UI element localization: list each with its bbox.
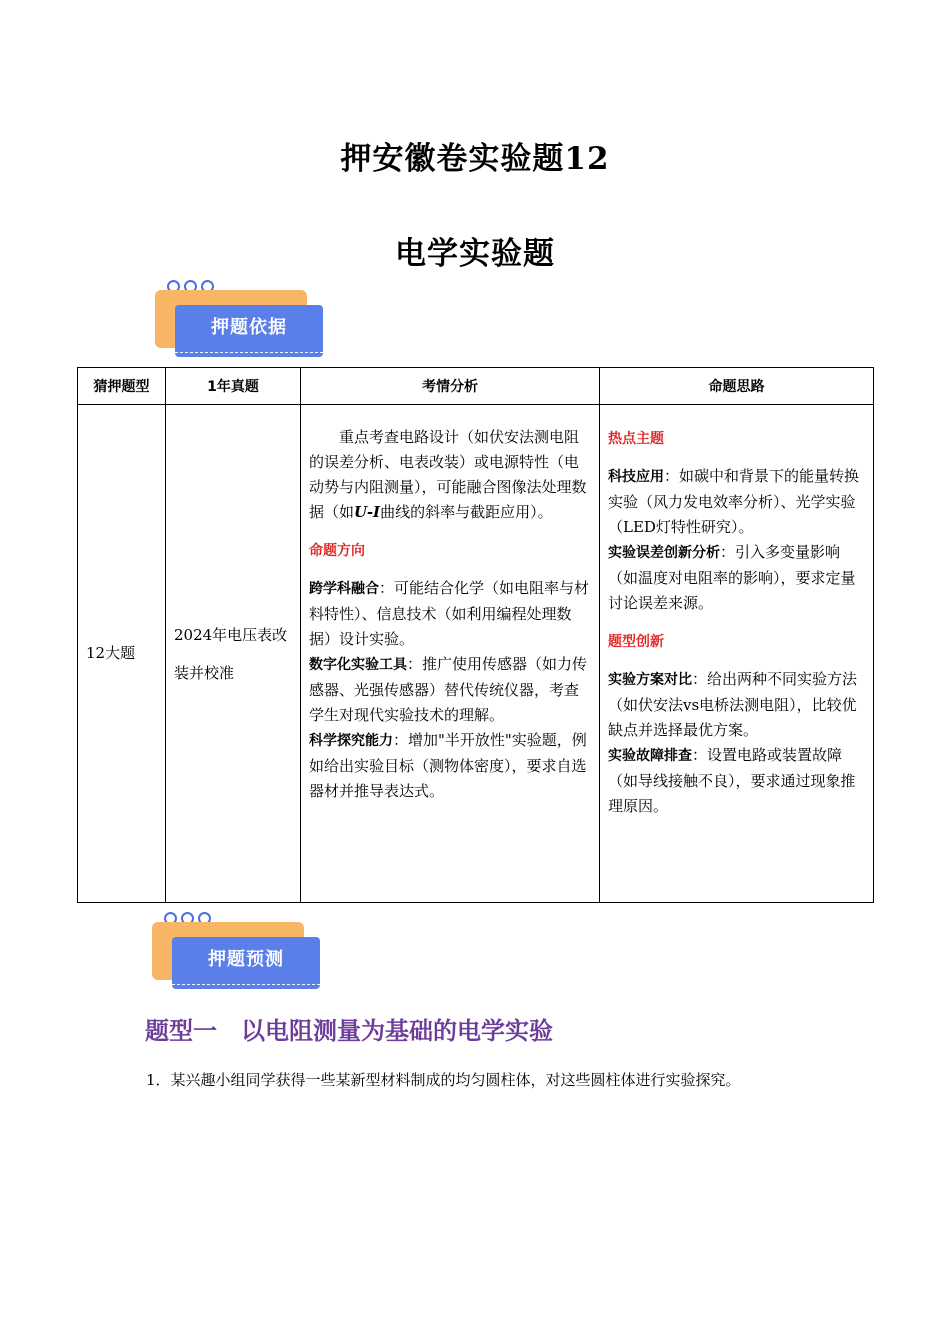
ideas-item: 科技应用：如碳中和背景下的能量转换实验（风力发电效率分析）、光学实验（LED灯特性研究）。: [608, 467, 860, 536]
analysis-item: 跨学科融合：可能结合化学（如电阻率与材料特性）、信息技术（如利用编程处理数据）设计实验。: [309, 579, 590, 648]
analysis-item: 数字化实验工具：推广使用传感器（如力传感器、光强传感器）替代传统仪器，考查学生对现代实验技术的理解。: [309, 655, 588, 724]
sub-title: 电学实验题: [395, 236, 555, 272]
header-real-exam: 1年真题: [166, 368, 301, 405]
section-heading: 题型一 以电阻测量为基础的电学实验: [145, 1016, 553, 1045]
cell-ideas: [600, 405, 874, 903]
analysis-table: [77, 367, 874, 903]
cell-type: 12大题: [78, 405, 166, 903]
header-analysis: 考情分析: [301, 368, 600, 405]
basis-badge: [155, 280, 325, 360]
question-text: 1．某兴趣小组同学获得一些某新型材料制成的均匀圆柱体，对这些圆柱体进行实验探究。: [146, 1071, 741, 1089]
analysis-item: 科学探究能力：增加"半开放性"实验题，例如给出实验目标（测物体密度），要求自选器材并推导表达式。: [309, 731, 587, 800]
ideas-item: 实验误差创新分析：引入多变量影响（如温度对电阻率的影响），要求定量讨论误差来源。: [608, 543, 856, 612]
ideas-item: 实验故障排查：设置电路或装置故障（如导线接触不良），要求通过现象推理原因。: [608, 746, 856, 815]
innovation-heading: 题型创新: [608, 634, 664, 650]
direction-heading: 命题方向: [309, 543, 365, 559]
basis-badge-label: 押题依据: [175, 305, 323, 357]
cell-analysis: [301, 405, 600, 903]
table-row: [78, 405, 874, 903]
forecast-badge-label: 押题预测: [172, 937, 320, 989]
ideas-item: 实验方案对比：给出两种不同实验方法（如伏安法vs电桥法测电阻），比较优缺点并选择最优方案。: [608, 670, 858, 739]
analysis-intro: 重点考查电路设计（如伏安法测电阻的误差分析、电表改装）或电源特性（电动势与内阻测量），可能融合图像法处理数据（如U-I曲线的斜率与截距应用）。: [309, 428, 587, 521]
forecast-badge: [152, 912, 322, 992]
cell-real-exam: 2024年电压表改装并校准: [166, 405, 301, 903]
main-title: 押安徽卷实验题12: [340, 141, 610, 177]
table-header-row: [78, 368, 874, 405]
header-type: 猜押题型: [78, 368, 166, 405]
header-ideas: 命题思路: [600, 368, 874, 405]
hot-topic-heading: 热点主题: [608, 431, 664, 447]
